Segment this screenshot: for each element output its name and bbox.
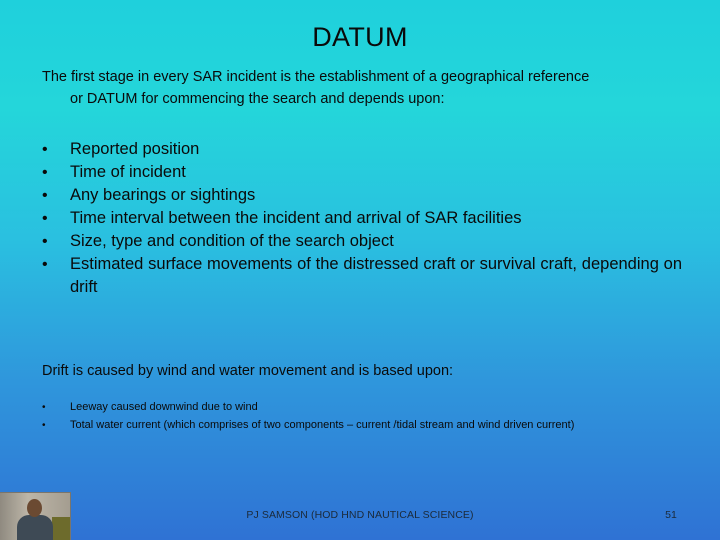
datum-factor-text: Time interval between the incident and arrival of SAR facilities <box>70 209 522 227</box>
bullet-icon: • <box>42 164 48 181</box>
bullet-icon: • <box>42 141 48 158</box>
bullet-icon: • <box>42 187 48 204</box>
drift-factor-text: Leeway caused downwind due to wind <box>70 401 258 413</box>
footer-text: PJ SAMSON (HOD HND NAUTICAL SCIENCE) <box>246 509 474 521</box>
drift-factor-list <box>42 400 674 436</box>
intro-line-1: The first stage in every SAR incident is the establishment of a geographical reference <box>42 69 590 85</box>
bullet-icon: • <box>42 402 46 413</box>
datum-factor-item <box>42 161 682 184</box>
bullet-icon: • <box>42 210 48 227</box>
datum-factor-text: Reported position <box>70 140 200 158</box>
bullet-icon: • <box>42 420 46 431</box>
drift-factor-item <box>42 418 674 433</box>
slide-footer <box>0 509 720 521</box>
datum-factor-text: Any bearings or sightings <box>70 186 256 204</box>
datum-factor-item <box>42 253 682 299</box>
drift-heading: Drift is caused by wind and water movement and is based upon: <box>42 363 454 379</box>
datum-factor-text: Size, type and condition of the search object <box>70 232 394 250</box>
datum-factor-item <box>42 138 682 161</box>
datum-factor-item <box>42 207 682 230</box>
bullet-icon: • <box>42 256 48 273</box>
slide-title-text: DATUM <box>312 22 408 52</box>
drift-factor-text: Total water current (which comprises of two components – current /tidal stream and wind driven current) <box>70 419 575 431</box>
bullet-icon: • <box>42 233 48 250</box>
intro-line-2: or DATUM for commencing the search and depends upon: <box>70 91 445 107</box>
datum-factor-item <box>42 230 682 253</box>
datum-factor-text: Estimated surface movements of the distressed craft or survival craft, depending on drift <box>70 255 682 296</box>
datum-factor-item <box>42 184 682 207</box>
page-number: 51 <box>665 509 677 521</box>
datum-factor-list <box>42 138 682 299</box>
intro-paragraph <box>42 66 692 110</box>
datum-factor-text: Time of incident <box>70 163 186 181</box>
slide-title <box>0 22 720 53</box>
drift-factor-item <box>42 400 674 415</box>
